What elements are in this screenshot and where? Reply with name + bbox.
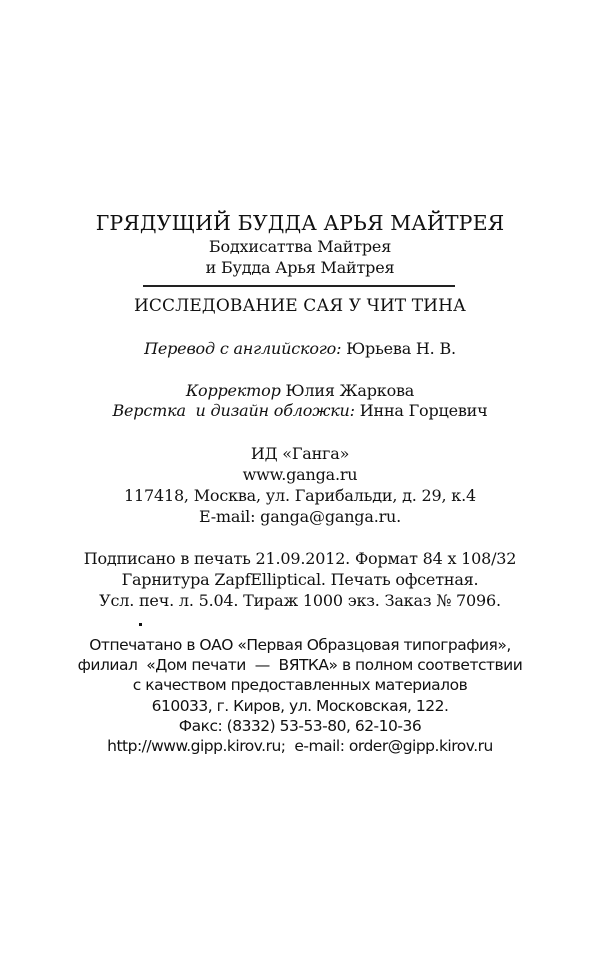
book-subtitle-line-1: Бодхисаттва Майтрея	[208, 237, 392, 256]
printer-web-email: http://www.gipp.kirov.ru; e-mail: order@gipp.kirov.ru	[107, 737, 493, 755]
print-typeface: Гарнитура ZapfElliptical. Печать офсетная.	[121, 570, 479, 589]
book-title: ГРЯДУЩИЙ БУДДА АРЬЯ МАЙТРЕЯ	[95, 211, 505, 235]
translation-label: Перевод с английского:	[144, 339, 342, 358]
printer-fax: Факс: (8332) 53-53-80, 62-10-36	[178, 717, 422, 735]
publisher-email: E-mail: ganga@ganga.ru.	[198, 507, 402, 526]
translator-name: Юрьева Н. В.	[341, 339, 456, 358]
research-author: ИССЛЕДОВАНИЕ САЯ У ЧИТ ТИНА	[133, 296, 466, 316]
corrector-credit	[0, 381, 600, 401]
corrector-label: Корректор	[185, 381, 281, 400]
book-subtitle-line-2: и Будда Арья Майтрея	[205, 258, 395, 277]
printer-address: 610033, г. Киров, ул. Московская, 122.	[151, 697, 449, 715]
publisher-website: www.ganga.ru	[242, 465, 358, 484]
corrector-name: Юлия Жаркова	[280, 381, 415, 400]
print-signed-format: Подписано в печать 21.09.2012. Формат 84 x 108/32	[83, 549, 517, 568]
layout-credit	[0, 401, 600, 421]
printer-line-1: Отпечатано в ОАО «Первая Образцовая типография»,	[89, 636, 511, 654]
translation-credit	[0, 339, 600, 359]
stray-dot	[139, 623, 142, 626]
designer-name: Инна Горцевич	[354, 401, 488, 420]
printer-line-3: с качеством предоставленных материалов	[132, 676, 468, 694]
title-divider	[143, 285, 455, 287]
publisher-name: ИД «Ганга»	[250, 444, 350, 463]
publisher-address: 117418, Москва, ул. Гарибальди, д. 29, к.4	[124, 486, 476, 505]
printer-line-2: филиал «Дом печати — ВЯТКА» в полном соответствии	[77, 656, 523, 674]
print-volume-order: Усл. печ. л. 5.04. Тираж 1000 экз. Заказ № 7096.	[99, 591, 501, 610]
layout-label: Верстка и дизайн обложки:	[112, 401, 355, 420]
